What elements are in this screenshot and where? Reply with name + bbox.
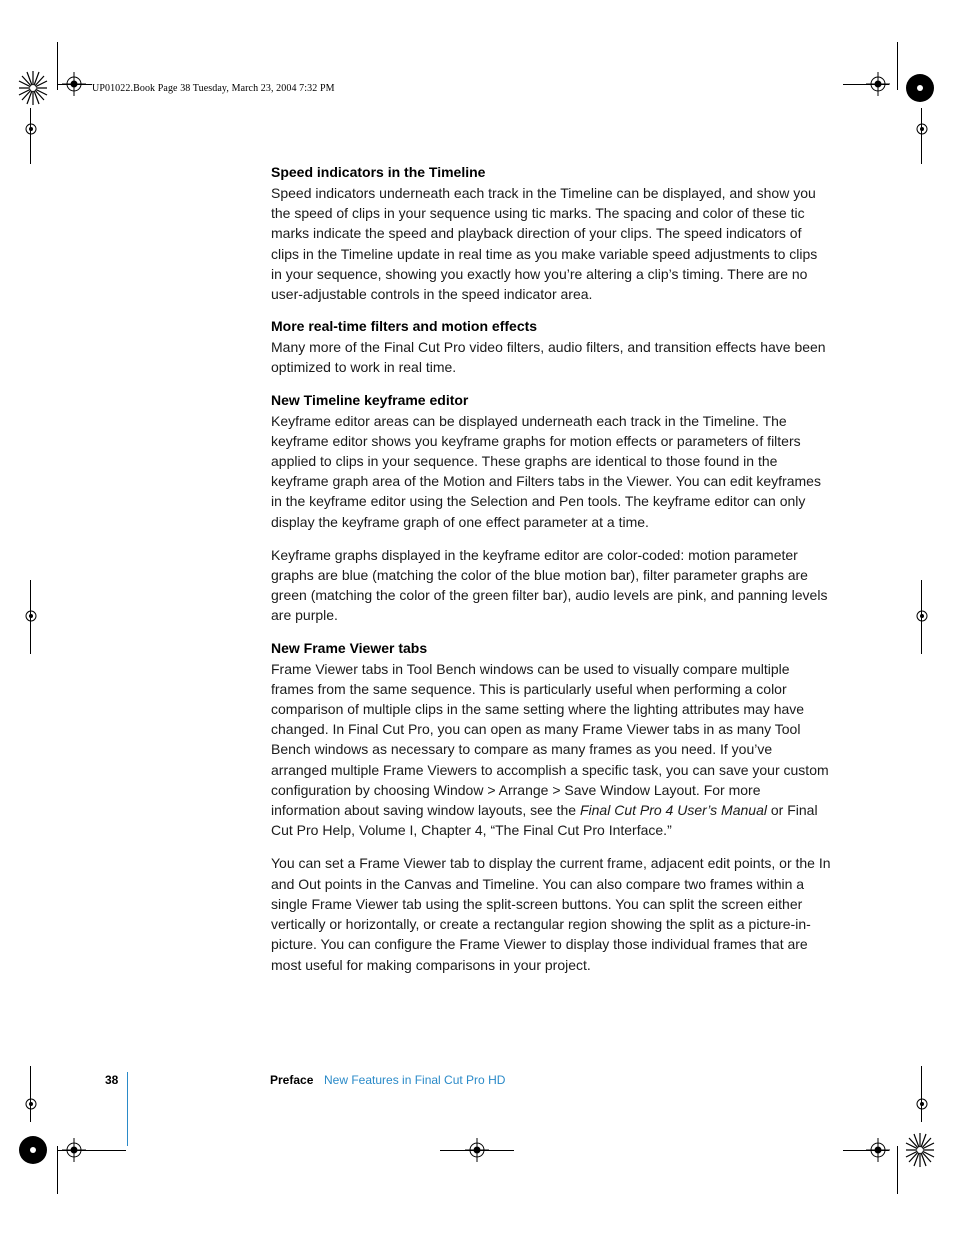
registration-target-icon bbox=[465, 1138, 489, 1162]
footer-chapter-title: New Features in Final Cut Pro HD bbox=[324, 1073, 506, 1087]
registration-target-icon bbox=[866, 72, 890, 96]
registration-target-icon bbox=[62, 1138, 86, 1162]
section-heading: Speed indicators in the Timeline bbox=[271, 164, 486, 180]
body-paragraph: Keyframe editor areas can be displayed underneath each track in the Timeline. The keyframe editor shows you keyframe graphs for motion effects or parameters of filters applied to clips in your sequence. These graphs are identical to those found in the keyframe graph area of the Motion and Filters tabs in the Viewer. You can edit keyframes in the keyframe editor using the Selection and Pen tools. The keyframe editor can only display the keyframe graph of one effect parameter at a time. bbox=[271, 412, 821, 530]
side-mark-right-top bbox=[921, 108, 922, 164]
section-heading: More real-time filters and motion effects bbox=[271, 318, 538, 335]
starburst-icon bbox=[905, 70, 935, 106]
side-mark-left-bottom bbox=[30, 1066, 31, 1122]
side-target-icon bbox=[24, 1097, 38, 1111]
side-mark-left-top bbox=[30, 108, 31, 164]
page-body bbox=[271, 162, 831, 987]
crop-mark-top-left-v bbox=[57, 42, 58, 90]
crop-mark-bottom-right-v bbox=[897, 1146, 898, 1194]
starburst-icon bbox=[18, 1132, 48, 1168]
side-target-icon bbox=[915, 609, 929, 623]
text-run: Frame Viewer tabs in Tool Bench windows can be used to visually compare multiple frames from the same sequence. This is particularly useful when performing a color comparison of multiple clips in the same setting where the lighting attributes may have changed. In Final Cut Pro, you can open as many Frame Viewer tabs in as many Tool Bench windows as necessary to compare as many frames as you need. If you’ve arranged multiple Frame Viewers to accomplish a specific task, you can save your custom configuration by choosing Window > Arrange > Save Window Layout. For more information about saving window layouts, see the bbox=[271, 660, 829, 819]
section-realtime-filters bbox=[271, 316, 831, 377]
body-paragraph bbox=[271, 659, 831, 841]
registration-target-icon bbox=[62, 72, 86, 96]
text-run: or Final Cut Pro Help, Volume I, Chapter 4, “The Final Cut Pro Interface.” bbox=[271, 802, 818, 839]
section-keyframe-editor bbox=[271, 390, 831, 626]
body-paragraph: Many more of the Final Cut Pro video filters, audio filters, and transition effects have been optimized to work in real time. bbox=[271, 339, 826, 376]
page-number: 38 bbox=[105, 1073, 119, 1087]
body-paragraph: Speed indicators underneath each track in the Timeline can be displayed, and show you the speed of clips in your sequence using tic marks. The spacing and color of these tic marks indicate the speed and playback direction of your clips. The speed indicators of clips in the Timeline update in real time as you make variable speed adjustments to clips in your sequence, showing you exactly how you’re altering a clip’s timing. There are no user-adjustable controls in the speed indicator area. bbox=[271, 185, 818, 303]
starburst-icon bbox=[18, 70, 48, 106]
section-heading: New Timeline keyframe editor bbox=[271, 391, 469, 408]
side-target-icon bbox=[24, 609, 38, 623]
side-mark-right-bottom bbox=[921, 1066, 922, 1122]
section-speed-indicators bbox=[271, 162, 831, 304]
section-frame-viewer bbox=[271, 638, 831, 975]
body-paragraph: You can set a Frame Viewer tab to display the current frame, adjacent edit points, or the In and Out points in the Canvas and Timeline. You can also compare two frames within a single Frame Viewer tab using the split-screen buttons. You can split the screen either vertically or horizontally, or create a rectangular region showing the split as a picture-in-picture. You can configure the Frame Viewer to display those individual frames that are most useful for making comparisons in your project. bbox=[271, 855, 831, 973]
footer-rule bbox=[127, 1072, 128, 1146]
side-target-icon bbox=[915, 122, 929, 136]
print-slug: UP01022.Book Page 38 Tuesday, March 23, 2004 7:32 PM bbox=[92, 83, 335, 94]
registration-target-icon bbox=[866, 1138, 890, 1162]
side-target-icon bbox=[915, 1097, 929, 1111]
footer-section-label: Preface bbox=[270, 1073, 314, 1087]
section-heading: New Frame Viewer tabs bbox=[271, 639, 428, 656]
starburst-icon bbox=[905, 1132, 935, 1168]
side-target-icon bbox=[24, 122, 38, 136]
crop-mark-top-right-v bbox=[897, 42, 898, 90]
crop-mark-bottom-left-v bbox=[57, 1146, 58, 1194]
manual-title: Final Cut Pro 4 User’s Manual bbox=[579, 802, 767, 819]
body-paragraph: Keyframe graphs displayed in the keyframe editor are color-coded: motion parameter graphs are blue (matching the color of the blue motion bar), filter parameter graphs are green (matching the color of the green filter bar), audio levels are pink, and panning levels are purple. bbox=[271, 546, 828, 624]
